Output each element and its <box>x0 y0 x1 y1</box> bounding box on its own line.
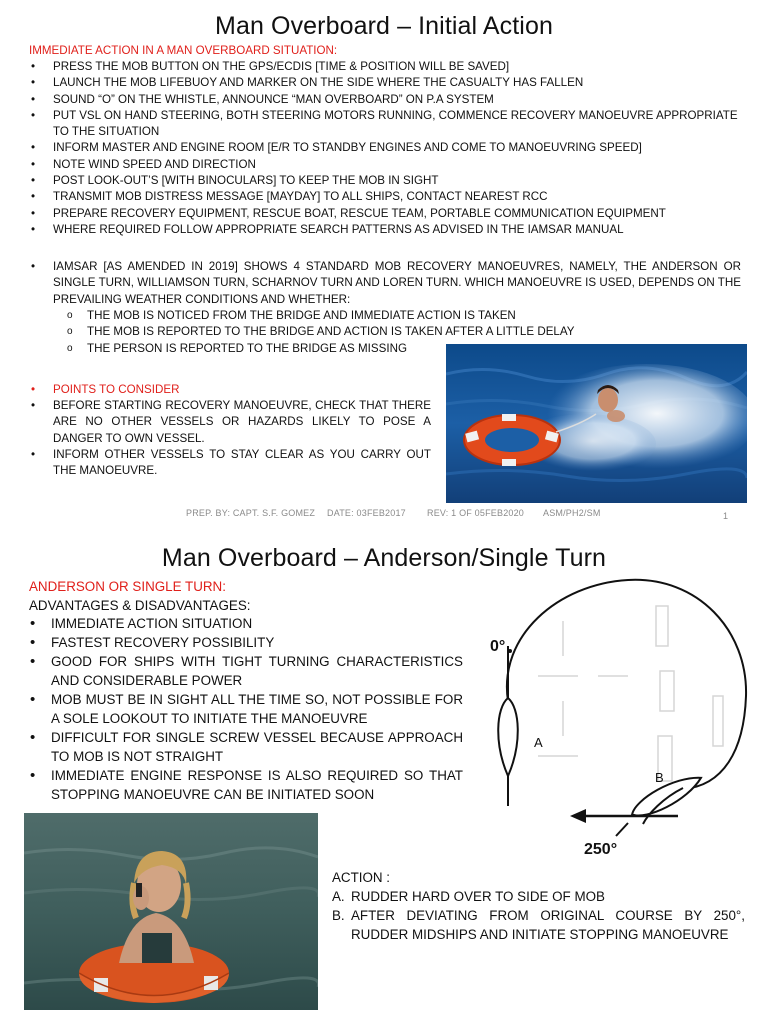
list-item: • PREPARE RECOVERY EQUIPMENT, RESCUE BOAT, RESCUE TEAM, PORTABLE COMMUNICATION EQUIPMENT <box>29 206 741 222</box>
list-item: • IMMEDIATE ACTION SITUATION <box>29 614 463 633</box>
action-list <box>332 887 745 944</box>
list-item: • WHERE REQUIRED FOLLOW APPROPRIATE SEARCH PATTERNS AS ADVISED IN THE IAMSAR MANUAL <box>29 222 741 238</box>
slide2-bullet-list <box>29 614 463 804</box>
label-b: B <box>655 770 664 785</box>
slide2-title: Man Overboard – Anderson/Single Turn <box>161 544 607 572</box>
list-item: o THE MOB IS REPORTED TO THE BRIDGE AND ACTION IS TAKEN AFTER A LITTLE DELAY <box>29 324 741 340</box>
anderson-turn-svg <box>478 576 760 866</box>
points-heading-list <box>29 382 429 398</box>
action-letter: A. <box>332 889 345 904</box>
footer-prep: PREP. BY: CAPT. S.F. GOMEZ <box>186 508 316 518</box>
woman-lifebuoy-illustration <box>24 813 318 1010</box>
list-item: o THE PERSON IS REPORTED TO THE BRIDGE AS MISSING <box>29 341 741 357</box>
list-item: o THE MOB IS NOTICED FROM THE BRIDGE AND IMMEDIATE ACTION IS TAKEN <box>29 308 741 324</box>
arrow-head-icon <box>570 809 586 823</box>
list-item: • NOTE WIND SPEED AND DIRECTION <box>29 157 741 173</box>
list-item: • FASTEST RECOVERY POSSIBILITY <box>29 633 463 652</box>
list-item: • PRESS THE MOB BUTTON ON THE GPS/ECDIS [TIME & POSITION WILL BE SAVED] <box>29 59 741 75</box>
slide2-heading: ANDERSON OR SINGLE TURN: <box>29 579 226 594</box>
ship-a-outline <box>498 698 518 776</box>
lifebuoy-water-illustration <box>446 344 747 503</box>
lifebuoy-water-photo <box>446 344 747 503</box>
footer-date: DATE: 03FEB2017 <box>327 508 406 518</box>
list-item: • GOOD FOR SHIPS WITH TIGHT TURNING CHARACTERISTICS AND CONSIDERABLE POWER <box>29 652 463 690</box>
list-item: • LAUNCH THE MOB LIFEBUOY AND MARKER ON THE SIDE WHERE THE CASUALTY HAS FALLEN <box>29 75 741 91</box>
list-item: • TRANSMIT MOB DISTRESS MESSAGE [MAYDAY] TO ALL SHIPS, CONTACT NEAREST RCC <box>29 189 741 205</box>
anderson-turn-diagram <box>478 576 760 866</box>
footer-rev: REV: 1 OF 05FEB2020 <box>427 508 525 518</box>
action-heading: ACTION : <box>332 870 391 885</box>
slide1-heading: IMMEDIATE ACTION IN A MAN OVERBOARD SITUATION: <box>29 44 338 57</box>
background-grid-shapes <box>538 606 723 781</box>
slide1-title: Man Overboard – Initial Action <box>215 12 553 40</box>
list-item: • POST LOOK-OUT’S [WITH BINOCULARS] TO KEEP THE MOB IN SIGHT <box>29 173 741 189</box>
iamsar-list <box>29 259 741 308</box>
page-number: 1 <box>723 511 729 521</box>
action-item <box>332 906 745 944</box>
footer-code: ASM/PH2/SM <box>543 508 601 518</box>
list-item: • DIFFICULT FOR SINGLE SCREW VESSEL BECAUSE APPROACH TO MOB IS NOT STRAIGHT <box>29 728 463 766</box>
action-text: RUDDER HARD OVER TO SIDE OF MOB <box>351 889 605 904</box>
points-list <box>29 398 431 479</box>
list-item: • MOB MUST BE IN SIGHT ALL THE TIME SO, NOT POSSIBLE FOR A SOLE LOOKOUT TO INITIATE THE MANOEUVRE <box>29 690 463 728</box>
action-item <box>332 887 745 906</box>
action-text: AFTER DEVIATING FROM ORIGINAL COURSE BY 250°, RUDDER MIDSHIPS AND INITIATE STOPPING MANOEUVRE <box>351 908 745 942</box>
list-item: • BEFORE STARTING RECOVERY MANOEUVRE, CHECK THAT THERE ARE NO OTHER VESSELS OR HAZARDS LIKELY TO POSE A DANGER TO OWN VESSEL. <box>29 398 431 447</box>
label-0-degrees: 0° <box>490 638 506 655</box>
list-item: • IMMEDIATE ENGINE RESPONSE IS ALSO REQUIRED SO THAT STOPPING MANOEUVRE CAN BE INITIATED SOON <box>29 766 463 804</box>
list-item: • INFORM MASTER AND ENGINE ROOM [E/R TO STANDBY ENGINES AND COME TO MANOEUVRING SPEED] <box>29 140 741 156</box>
label-250-degrees: 250° <box>584 841 618 858</box>
slide2-subheading: ADVANTAGES & DISADVANTAGES: <box>29 598 251 613</box>
points-heading: • POINTS TO CONSIDER <box>29 382 429 398</box>
list-item: • INFORM OTHER VESSELS TO STAY CLEAR AS YOU CARRY OUT THE MANOEUVRE. <box>29 447 431 480</box>
label-a: A <box>534 735 543 750</box>
turning-path <box>507 580 746 789</box>
list-item: • SOUND “O” ON THE WHISTLE, ANNOUNCE “MAN OVERBOARD” ON P.A SYSTEM <box>29 92 741 108</box>
slide1-bullet-list <box>29 59 741 238</box>
woman-lifebuoy-photo <box>24 813 318 1010</box>
iamsar-paragraph: • IAMSAR [AS AMENDED IN 2019] SHOWS 4 STANDARD MOB RECOVERY MANOEUVRES, NAMELY, THE ANDERSON OR SINGLE TURN, WILLIAMSON TURN, SCHARNOV TURN AND LOREN TURN. WHICH MANOEUVRE IS USED, DEPENDS ON THE PREVAILING WEATHER CONDITIONS AND WHETHER: <box>29 259 741 308</box>
list-item: • PUT VSL ON HAND STEERING, BOTH STEERING MOTORS RUNNING, COMMENCE RECOVERY MANOEUVRE APPROPRIATE TO THE SITUATION <box>29 108 741 141</box>
action-letter: B. <box>332 908 345 923</box>
